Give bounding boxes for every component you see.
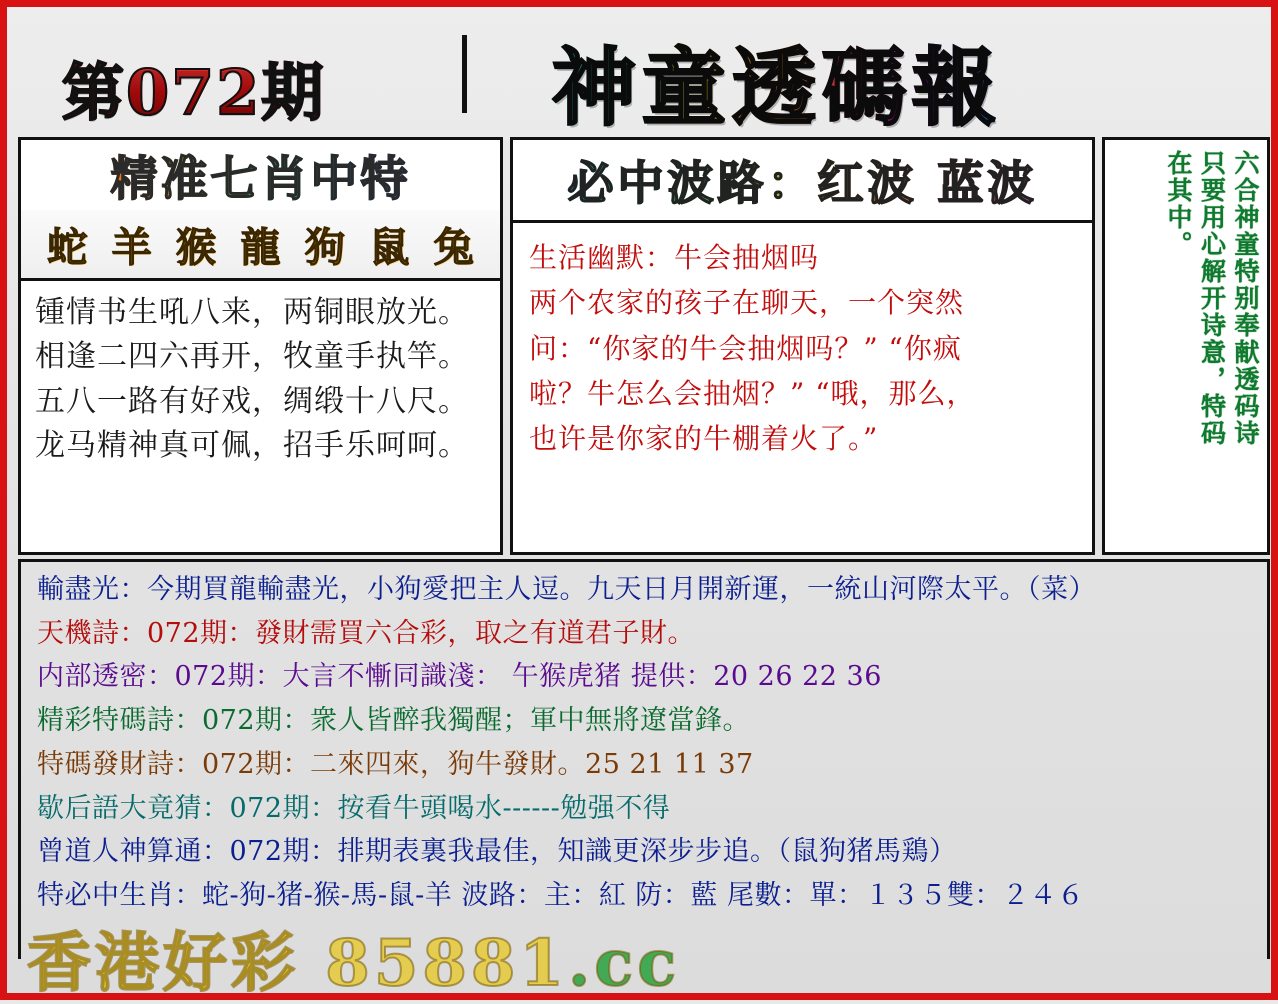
zodiac-list — [21, 210, 500, 281]
poem-block — [21, 281, 500, 469]
poem-line: 龙马精神真可佩，招手乐呵呵。 — [35, 428, 469, 464]
poster-header — [7, 7, 1271, 135]
poem-line: 五八一路有好戏，绸缎十八尺。 — [35, 383, 469, 419]
zodiac-item: 龍 — [240, 223, 281, 271]
poem-line: 相逢二四六再开，牧童手执竿。 — [35, 339, 469, 375]
humor-line: 也许是你家的牛棚着火了。” — [529, 422, 879, 456]
zodiac-item: 猴 — [176, 223, 217, 271]
forecast-list — [18, 559, 1270, 959]
vertical-column: 只要用心解开诗意，特码 — [1197, 150, 1227, 447]
vertical-text-columns — [1111, 150, 1261, 542]
list-item: 輸盡光：今期買龍輸盡光，小狗愛把主人逗。九天日月開新運，一統山河際太平。（菜） — [37, 574, 1096, 605]
header-divider — [462, 35, 467, 113]
vertical-column: 六合神童特别奉献透码诗 — [1231, 150, 1260, 447]
list-item: 内部透密：072期：大言不慚同識淺： 午猴虎猪 提供：20 26 22 36 — [37, 661, 882, 693]
page-title: 神童透碼報 — [552, 21, 1002, 142]
list-item: 曾道人神算通：072期：排期表裏我最佳，知識更深步步追。（鼠狗猪馬鶏） — [37, 836, 957, 868]
poem-line: 锺情书生吼八来，两铜眼放光。 — [35, 295, 469, 330]
zodiac-item: 羊 — [111, 223, 152, 271]
issue-number: 第072期 — [62, 43, 325, 132]
watermark-domain: .cc — [567, 926, 681, 1001]
humor-line: 啦？牛怎么会抽烟？” “哦，那么， — [529, 377, 976, 411]
zodiac-item: 兔 — [433, 223, 474, 271]
middle-panel — [510, 137, 1095, 555]
list-item: 天機詩：072期：發財需買六合彩，取之有道君子財。 — [37, 617, 696, 649]
left-panel-title: 精准七肖中特 — [21, 140, 500, 210]
left-panel — [18, 137, 503, 555]
right-panel — [1102, 137, 1270, 555]
watermark-text: 香港好彩 — [27, 926, 326, 1001]
zodiac-item: 鼠 — [369, 223, 410, 271]
list-item: 特必中生肖：蛇-狗-猪-猴-馬-鼠-羊 波路：主：紅 防：藍 尾數：單：１３５雙：２４６ — [37, 880, 1085, 912]
watermark-number: 85881 — [325, 926, 568, 1001]
list-item: 精彩特碼詩：072期：衆人皆醉我獨醒；軍中無將遼當鋒。 — [37, 705, 751, 737]
list-item: 歇后語大竟猜：072期：按看牛頭喝水------勉强不得 — [37, 792, 671, 824]
list-item: 特碼發財詩：072期：二來四來，狗牛發財。25 21 11 37 — [37, 748, 754, 780]
humor-line: 两个农家的孩子在聊天，一个突然 — [529, 286, 965, 320]
zodiac-item: 蛇 — [47, 223, 88, 271]
main-panels-row — [18, 137, 1270, 555]
middle-panel-title: 必中波路：红波 蓝波 — [513, 140, 1092, 223]
humor-line: 生活幽默：牛会抽烟吗 — [529, 241, 820, 274]
humor-block — [513, 223, 1092, 462]
vertical-column: 在其中。 — [1164, 150, 1193, 258]
humor-line: 问：“你家的牛会抽烟吗？” “你疯 — [529, 331, 962, 365]
zodiac-item: 狗 — [304, 223, 345, 271]
